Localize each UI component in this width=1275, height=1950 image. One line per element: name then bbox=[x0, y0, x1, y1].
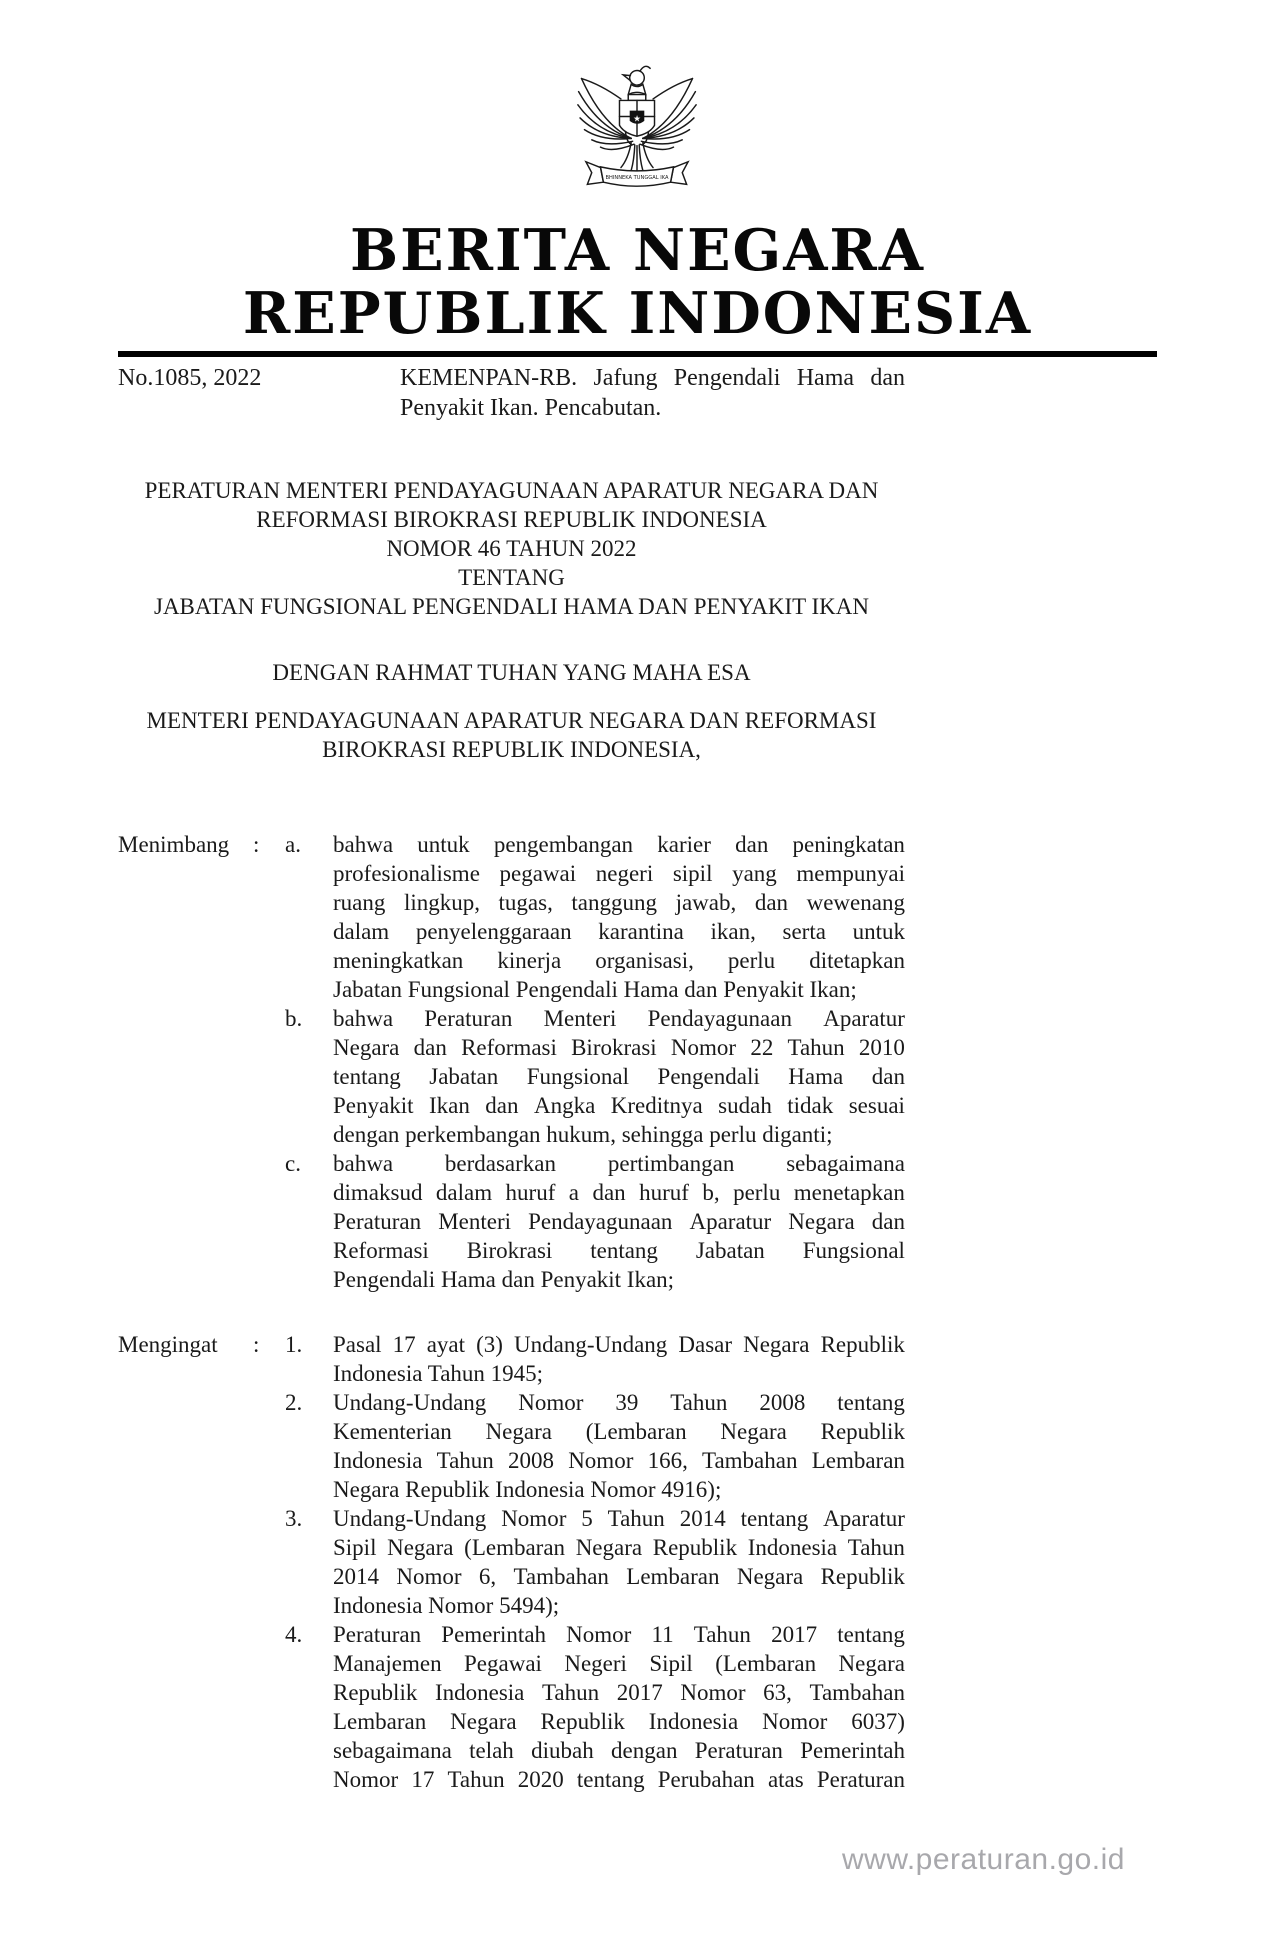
item-marker: 3. bbox=[285, 1506, 303, 1531]
text-line: dimaksud dalam huruf a dan huruf b, perlu menetapkan bbox=[333, 1180, 905, 1205]
star-icon: ★ bbox=[633, 114, 641, 125]
regulation-title bbox=[118, 476, 905, 621]
text-line: Indonesia Tahun 1945; bbox=[333, 1361, 544, 1386]
text-line: Sipil Negara (Lembaran Negara Republik Indonesia Tahun bbox=[333, 1535, 905, 1560]
text-line: Indonesia Nomor 5494); bbox=[333, 1593, 560, 1618]
item-text bbox=[333, 830, 905, 1004]
text-line: Republik Indonesia Tahun 2017 Nomor 63, Tambahan bbox=[333, 1680, 905, 1705]
item-marker: b. bbox=[285, 1006, 303, 1031]
text-line: Undang-Undang Nomor 5 Tahun 2014 tentang Aparatur bbox=[333, 1506, 905, 1531]
item-marker: 1. bbox=[285, 1332, 303, 1357]
text-line: Lembaran Negara Republik Indonesia Nomor 6037) bbox=[333, 1709, 905, 1734]
item-marker: c. bbox=[285, 1151, 301, 1176]
colon: : bbox=[253, 1332, 260, 1357]
legal-basis-item-4 bbox=[118, 1620, 905, 1794]
preamble-clauses bbox=[118, 830, 905, 1794]
text-line: PERATURAN MENTERI PENDAYAGUNAAN APARATUR NEGARA DAN bbox=[144, 478, 879, 503]
text-line: NOMOR 46 TAHUN 2022 bbox=[386, 536, 637, 561]
text-line: Jabatan Fungsional Pengendali Hama dan Penyakit Ikan; bbox=[333, 977, 857, 1002]
gazette-header-row bbox=[118, 363, 905, 423]
considering-item-c bbox=[118, 1149, 905, 1294]
text-line: Undang-Undang Nomor 39 Tahun 2008 tentang bbox=[333, 1390, 905, 1415]
text-line: JABATAN FUNGSIONAL PENGENDALI HAMA DAN PENYAKIT IKAN bbox=[154, 594, 869, 619]
text-line: TENTANG bbox=[458, 565, 565, 590]
item-text bbox=[333, 1620, 905, 1794]
text-line: KEMENPAN-RB. Jafung Pengendali Hama dan bbox=[400, 365, 905, 391]
legal-basis-item-1 bbox=[118, 1330, 905, 1388]
text-line: Manajemen Pegawai Negeri Sipil (Lembaran Negara bbox=[333, 1651, 905, 1676]
masthead-title bbox=[0, 219, 1275, 345]
garuda-svg bbox=[564, 56, 710, 212]
head bbox=[623, 66, 650, 94]
gazette-number: No.1085, 2022 bbox=[118, 365, 262, 391]
text-line: MENTERI PENDAYAGUNAAN APARATUR NEGARA DAN REFORMASI bbox=[146, 708, 877, 733]
text-line: BERITA NEGARA bbox=[349, 217, 926, 284]
text-line: dalam penyelenggaraan karantina ikan, serta untuk bbox=[333, 919, 905, 944]
item-marker: a. bbox=[285, 832, 301, 857]
garuda-pancasila-emblem bbox=[564, 56, 710, 212]
text-line: Indonesia Tahun 2008 Nomor 166, Tambahan Lembaran bbox=[333, 1448, 905, 1473]
text-line: 2014 Nomor 6, Tambahan Lembaran Negara Republik bbox=[333, 1564, 905, 1589]
text-line: Kementerian Negara (Lembaran Negara Republik bbox=[333, 1419, 905, 1444]
text-line: dengan perkembangan hukum, sehingga perlu diganti; bbox=[333, 1122, 833, 1147]
text-line: meningkatkan kinerja organisasi, perlu ditetapkan bbox=[333, 948, 905, 973]
text-line: tentang Jabatan Fungsional Pengendali Hama dan bbox=[333, 1064, 905, 1089]
text-line: REPUBLIK INDONESIA bbox=[242, 280, 1033, 347]
legal-basis-label: Mengingat bbox=[118, 1332, 218, 1357]
considering-item-b bbox=[118, 1004, 905, 1149]
legal-basis-item-2 bbox=[118, 1388, 905, 1504]
text-line: REFORMASI BIROKRASI REPUBLIK INDONESIA bbox=[256, 507, 767, 532]
colon: : bbox=[253, 832, 260, 857]
text-line: Pengendali Hama dan Penyakit Ikan; bbox=[333, 1267, 675, 1292]
motto-text: BHINNEKA TUNGGAL IKA bbox=[605, 175, 669, 182]
text-line: bahwa untuk pengembangan karier dan peningkatan bbox=[333, 832, 905, 857]
item-text bbox=[333, 1388, 905, 1504]
text-line: Negara Republik Indonesia Nomor 4916); bbox=[333, 1477, 722, 1502]
considering-item-a bbox=[118, 830, 905, 1004]
legal-basis-item-3 bbox=[118, 1504, 905, 1620]
considering-label: Menimbang bbox=[118, 832, 230, 857]
text-line: ruang lingkup, tugas, tanggung jawab, dan wewenang bbox=[333, 890, 905, 915]
text-line: Reformasi Birokrasi tentang Jabatan Fungsional bbox=[333, 1238, 905, 1263]
text-line: bahwa berdasarkan pertimbangan sebagaimana bbox=[333, 1151, 905, 1176]
item-text bbox=[333, 1149, 905, 1294]
text-line: Penyakit Ikan dan Angka Kreditnya sudah tidak sesuai bbox=[333, 1093, 905, 1118]
item-text bbox=[333, 1504, 905, 1620]
issuing-authority bbox=[118, 706, 905, 764]
text-line: Peraturan Menteri Pendayagunaan Aparatur Negara dan bbox=[333, 1209, 905, 1234]
text-line: BIROKRASI REPUBLIK INDONESIA, bbox=[322, 737, 701, 762]
shield bbox=[619, 100, 654, 136]
text-line: profesionalisme pegawai negeri sipil yang mempunyai bbox=[333, 861, 905, 886]
item-marker: 2. bbox=[285, 1390, 303, 1415]
text-line: Negara dan Reformasi Birokrasi Nomor 22 Tahun 2010 bbox=[333, 1035, 905, 1060]
invocation: DENGAN RAHMAT TUHAN YANG MAHA ESA bbox=[272, 660, 751, 685]
text-line: Pasal 17 ayat (3) Undang-Undang Dasar Negara Republik bbox=[333, 1332, 905, 1357]
text-line: bahwa Peraturan Menteri Pendayagunaan Aparatur bbox=[333, 1006, 905, 1031]
text-line: Nomor 17 Tahun 2020 tentang Perubahan atas Peraturan bbox=[333, 1767, 905, 1792]
subject-abstract bbox=[400, 363, 905, 423]
item-text bbox=[333, 1330, 905, 1388]
legal-basis-section bbox=[118, 1330, 905, 1794]
item-text bbox=[333, 1004, 905, 1149]
considering-section bbox=[118, 830, 905, 1294]
text-line: Penyakit Ikan. Pencabutan. bbox=[400, 395, 662, 421]
masthead-rule bbox=[118, 351, 1157, 357]
footer-url: www.peraturan.go.id bbox=[842, 1843, 1125, 1876]
text-line: sebagaimana telah diubah dengan Peraturan Pemerintah bbox=[333, 1738, 905, 1763]
item-marker: 4. bbox=[285, 1622, 303, 1647]
text-line: Peraturan Pemerintah Nomor 11 Tahun 2017 tentang bbox=[333, 1622, 905, 1647]
